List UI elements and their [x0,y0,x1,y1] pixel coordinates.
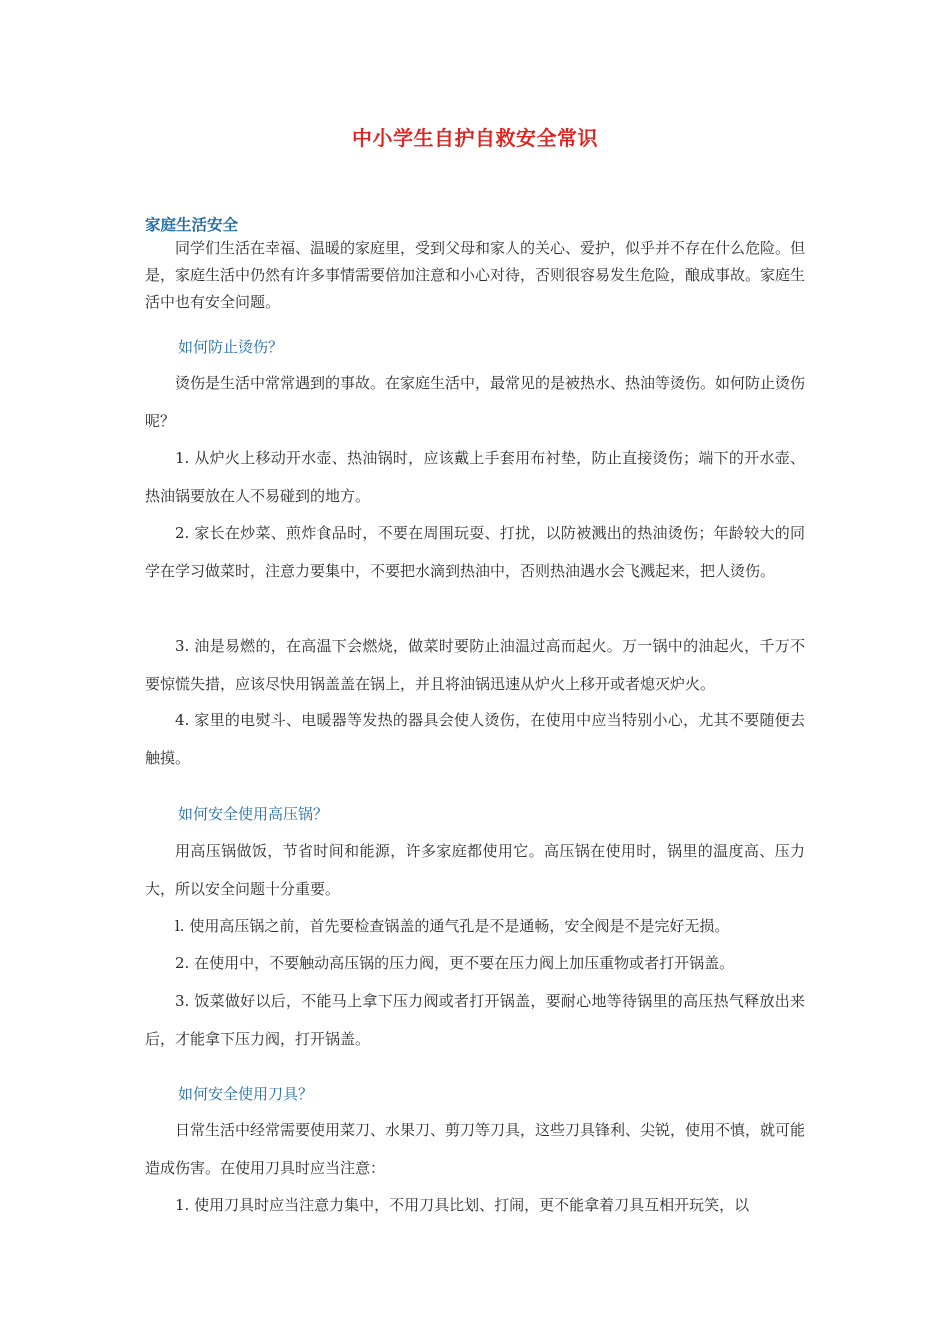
burns-item-1: 1. 从炉火上移动开水壶、热油锅时，应该戴上手套用布衬垫，防止直接烫伤；端下的开水壶、热油锅要放在人不易碰到的地方。 [145,449,805,505]
burns-item-3: 3. 油是易燃的，在高温下会燃烧，做菜时要防止油温过高而起火。万一锅中的油起火，千万不要惊慌失措，应该尽快用锅盖盖在锅上，并且将油锅迅速从炉火上移开或者熄灭炉火。 [145,637,805,693]
section-intro: 同学们生活在幸福、温暖的家庭里，受到父母和家人的关心、爱护，似乎并不存在什么危险。但是，家庭生活中仍然有许多事情需要倍加注意和小心对待，否则很容易发生危险，酿成事故。家庭生活中也有安全问题。 [145,239,806,311]
burns-item-4: 4. 家里的电熨斗、电暖器等发热的器具会使人烫伤，在使用中应当特别小心，尤其不要随便去触摸。 [145,711,805,767]
burns-heading: 如何防止烫伤？ [178,338,284,356]
pressure-cooker-item-2: 2. 在使用中，不要触动高压锅的压力阀，更不要在压力阀上加压重物或者打开锅盖。 [175,954,735,972]
pressure-cooker-item-1: l. 使用高压锅之前，首先要检查锅盖的通气孔是不是通畅，安全阀是不是完好无损。 [175,917,730,935]
burns-item-2: 2. 家长在炒菜、煎炸食品时，不要在周围玩耍、打扰，以防被溅出的热油烫伤；年龄较大的同学在学习做菜时，注意力要集中，不要把水滴到热油中，否则热油遇水会飞溅起来，把人烫伤。 [145,524,805,580]
pressure-cooker-intro: 用高压锅做饭，节省时间和能源，许多家庭都使用它。高压锅在使用时，锅里的温度高、压力大，所以安全问题十分重要。 [145,842,805,898]
section-heading: 家庭生活安全 [145,215,239,234]
knives-item-1: 1. 使用刀具时应当注意力集中，不用刀具比划、打闹，更不能拿着刀具互相开玩笑，以 [175,1196,750,1214]
document-title: 中小学生自护自救安全常识 [352,126,598,150]
knives-heading: 如何安全使用刀具？ [178,1085,314,1103]
burns-intro: 烫伤是生活中常常遇到的事故。在家庭生活中，最常见的是被热水、热油等烫伤。如何防止烫伤呢？ [145,374,806,430]
pressure-cooker-heading: 如何安全使用高压锅？ [178,805,329,823]
pressure-cooker-item-3: 3. 饭菜做好以后，不能马上拿下压力阀或者打开锅盖，要耐心地等待锅里的高压热气释放出来后，才能拿下压力阀，打开锅盖。 [145,992,805,1048]
knives-intro: 日常生活中经常需要使用菜刀、水果刀、剪刀等刀具，这些刀具锋利、尖锐，使用不慎，就可能造成伤害。在使用刀具时应当注意： [145,1121,806,1177]
